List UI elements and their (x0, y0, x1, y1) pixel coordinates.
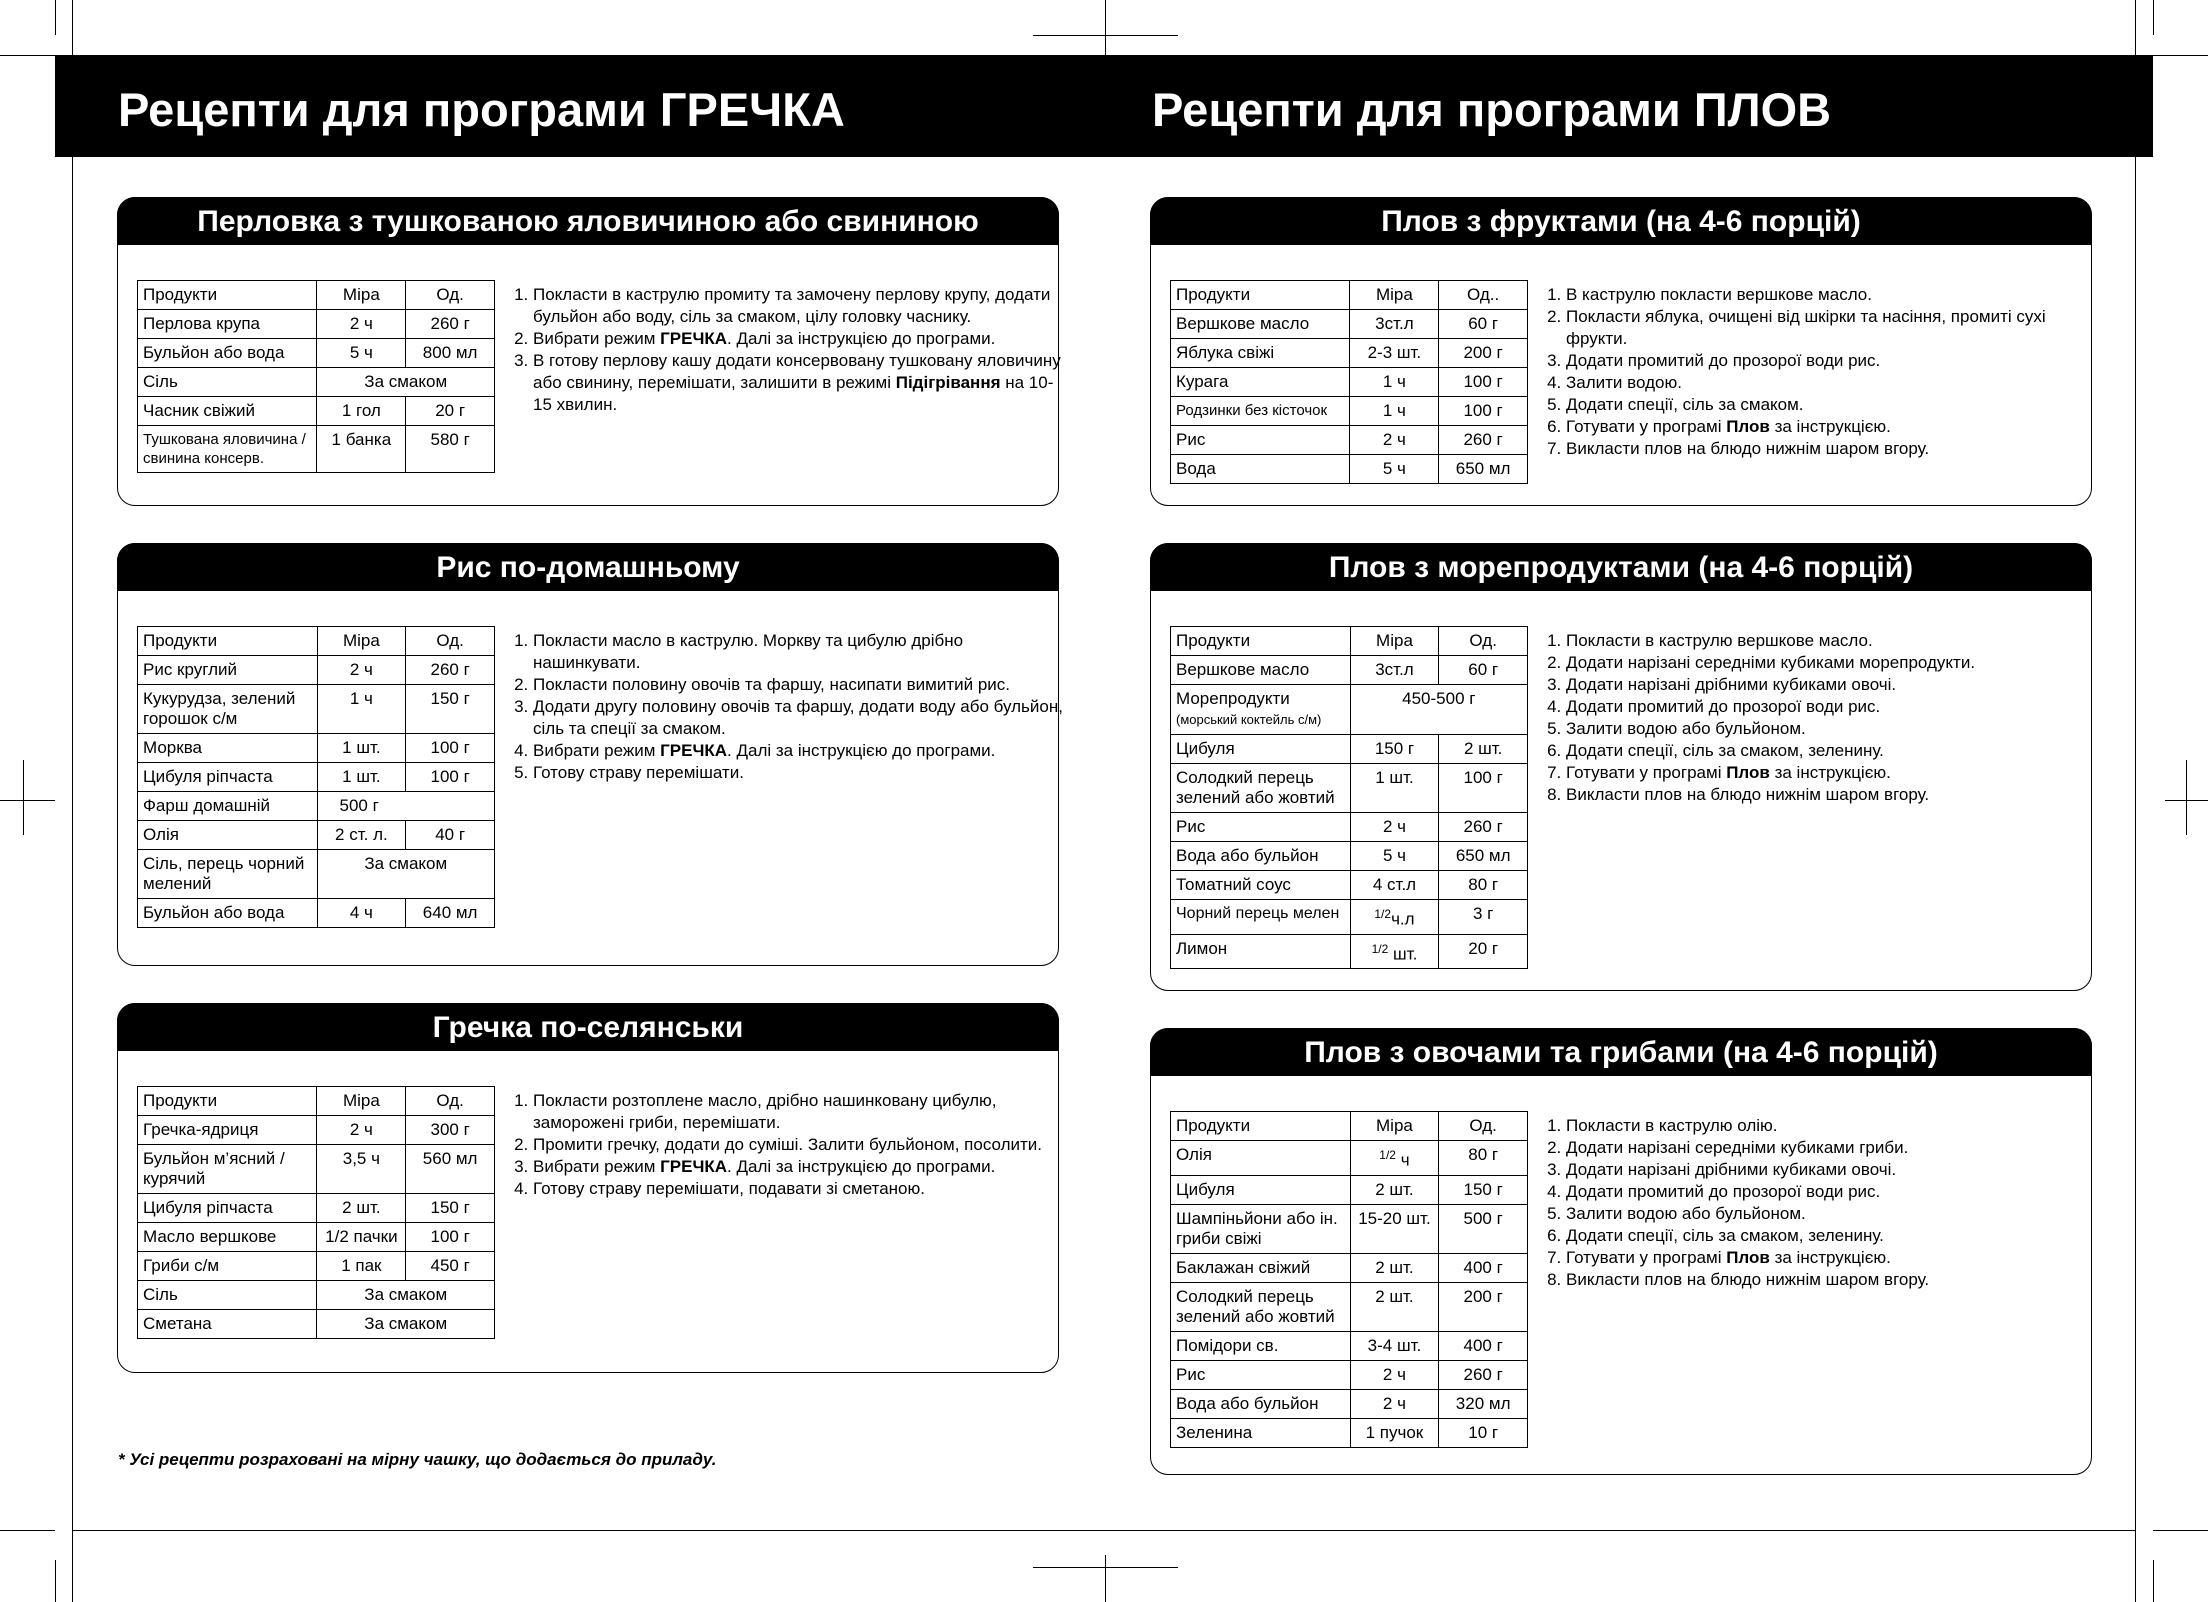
table-row (138, 1223, 495, 1252)
ingredient-name: Тушкована яловичина / свинина консерв. (138, 426, 317, 473)
table-row (138, 397, 495, 426)
ingredient-measure: 450-500 г (1350, 685, 1527, 735)
ingredient-measure: За смаком (317, 368, 495, 397)
ingredient-name: Шампіньйони або ін. гриби свіжі (1171, 1204, 1351, 1253)
step: 2. Промити гречку, додати до суміші. Залити бульйоном, посолити. (533, 1134, 1063, 1156)
recipe-title: Плов з морепродуктами (на 4-6 порцій) (1150, 543, 2092, 591)
ingredient-measure: За смаком (317, 850, 495, 899)
steps-list (1546, 630, 2096, 806)
table-row (1171, 764, 1528, 813)
ingredient-name: Баклажан свіжий (1171, 1253, 1351, 1282)
ingredient-name: Цибуля (1171, 1175, 1351, 1204)
ingredient-name: Яблука свіжі (1171, 339, 1350, 368)
table-row (1171, 1204, 1528, 1253)
recipe-title: Перловка з тушкованою яловичиною або свининою (117, 197, 1059, 245)
ingredient-unit: 640 мл (406, 899, 495, 928)
ingredient-measure: 2 шт. (1350, 1175, 1439, 1204)
recipe-card-plov-fruit (1150, 197, 2092, 506)
steps-list (1546, 1115, 2096, 1291)
ingredient-measure: За смаком (317, 1281, 495, 1310)
right-page-title: Рецепти для програми ПЛОВ (1152, 83, 1832, 136)
recipe-card-plov-seafood (1150, 543, 2092, 991)
ingredient-name: Родзинки без кісточок (1171, 397, 1350, 426)
ingredient-unit: 20 г (406, 397, 495, 426)
crop-mark (1105, 1555, 1106, 1602)
ingredient-measure: 2 ч (317, 656, 406, 685)
col-header: Продукти (1171, 627, 1351, 656)
ingredient-unit: 260 г (1439, 426, 1528, 455)
step: 5. Залити водою або бульйоном. (1566, 718, 2096, 740)
ingredient-unit: 650 мл (1439, 842, 1528, 871)
crop-mark (72, 0, 73, 55)
ingredient-measure: 150 г (1350, 735, 1439, 764)
ingredient-unit: 3 г (1439, 900, 1528, 935)
recipe-card-rys (117, 543, 1063, 966)
recipe-card-grechka (117, 1003, 1059, 1373)
ingredient-unit: 400 г (1439, 1331, 1528, 1360)
crop-mark (2153, 1560, 2154, 1602)
ingredient-measure: 1 пучок (1350, 1418, 1439, 1447)
crop-mark (0, 55, 55, 56)
step: 2. Покласти яблука, очищені від шкірки та насіння, промиті сухі фрукти. (1566, 306, 2096, 350)
crop-mark (0, 1530, 55, 1531)
step: 7. Викласти плов на блюдо нижнім шаром вгору. (1566, 438, 2096, 460)
ingredient-name: Кукурудза, зелений горошок с/м (138, 685, 318, 734)
step: 3. Вибрати режим ГРЕЧКА. Далі за інструкцією до програми. (533, 1156, 1063, 1178)
step: 4. Додати промитий до прозорої води рис. (1566, 1181, 2096, 1203)
ingredient-unit: 150 г (406, 685, 495, 734)
table-row (138, 656, 495, 685)
ingredient-measure: 2-3 шт. (1350, 339, 1439, 368)
step: 3. Додати нарізані дрібними кубиками овочі. (1566, 674, 2096, 696)
steps-list (1546, 284, 2096, 460)
crop-mark (2186, 760, 2187, 835)
ingredient-measure: 500 г (317, 792, 495, 821)
ingredient-name: Олія (138, 821, 318, 850)
step: 1. В каструлю покласти вершкове масло. (1566, 284, 2096, 306)
table-row (1171, 1418, 1528, 1447)
ingredient-name: Солодкий перець зелений або жовтий (1171, 1282, 1351, 1331)
ingredient-unit: 260 г (1439, 1360, 1528, 1389)
col-header: Продукти (1171, 1112, 1351, 1141)
ingredient-name: Вершкове масло (1171, 656, 1351, 685)
step: 8. Викласти плов на блюдо нижнім шаром вгору. (1566, 1269, 2096, 1291)
ingredient-name: Бульйон або вода (138, 339, 317, 368)
ingredient-name: Сметана (138, 1310, 317, 1339)
crop-mark (72, 1530, 73, 1602)
table-row (1171, 310, 1528, 339)
ingredient-measure: $^{1/2}$ шт. (1350, 934, 1439, 969)
ingredient-measure: 1 ч (317, 685, 406, 734)
ingredient-name: Морква (138, 734, 318, 763)
ingredient-measure: 1 шт. (317, 734, 406, 763)
ingredient-measure: 2 ч (1350, 426, 1439, 455)
ingredient-measure: 2 ст. л. (317, 821, 406, 850)
table-row (1171, 735, 1528, 764)
step: 4. Залити водою. (1566, 372, 2096, 394)
ingredient-unit: 40 г (406, 821, 495, 850)
table-row (138, 734, 495, 763)
step: 4. Готову страву перемішати, подавати зі сметаною. (533, 1178, 1063, 1200)
table-row (1171, 813, 1528, 842)
ingredient-name: Гречка-ядриця (138, 1116, 317, 1145)
col-header: Міра (317, 1087, 406, 1116)
col-header: Продукти (138, 281, 317, 310)
col-header: Міра (317, 627, 406, 656)
col-header: Од.. (1439, 281, 1528, 310)
steps-list (513, 1090, 1063, 1200)
ingredient-measure: 2 ч (1350, 1360, 1439, 1389)
ingredient-unit: 260 г (406, 310, 495, 339)
col-header: Продукти (138, 1087, 317, 1116)
ingredient-unit: 400 г (1439, 1253, 1528, 1282)
ingredient-unit: 20 г (1439, 934, 1528, 969)
ingredient-measure: 5 ч (317, 339, 406, 368)
ingredient-name: Цибуля ріпчаста (138, 763, 318, 792)
ingredient-name: Олія (1171, 1141, 1351, 1176)
table-row (138, 1194, 495, 1223)
ingredient-measure: 2 шт. (317, 1194, 406, 1223)
ingredient-unit: 500 г (1439, 1204, 1528, 1253)
table-row (1171, 685, 1528, 735)
table-header-row (138, 1087, 495, 1116)
ingredient-unit: 100 г (1439, 764, 1528, 813)
table-row (138, 899, 495, 928)
page-trim-line (2135, 157, 2136, 1530)
step: 8. Викласти плов на блюдо нижнім шаром вгору. (1566, 784, 2096, 806)
table-row (1171, 1360, 1528, 1389)
table-row (1171, 397, 1528, 426)
ingredient-unit: 60 г (1439, 656, 1528, 685)
ingredient-measure: $^{1/2}$ ч (1350, 1141, 1439, 1176)
ingredient-measure: 5 ч (1350, 842, 1439, 871)
crop-mark (1033, 1567, 1178, 1568)
step: 5. Додати спеції, сіль за смаком. (1566, 394, 2096, 416)
ingredient-name: Морепродукти (морський коктейль с/м) (1171, 685, 1351, 735)
crop-mark (23, 760, 24, 835)
recipe-title: Рис по-домашньому (117, 543, 1059, 591)
ingredient-unit: 650 мл (1439, 455, 1528, 484)
recipe-title: Плов з овочами та грибами (на 4-6 порцій) (1150, 1028, 2092, 1076)
ingredient-name: Масло вершкове (138, 1223, 317, 1252)
table-row (138, 763, 495, 792)
table-row (138, 368, 495, 397)
col-header: Продукти (1171, 281, 1350, 310)
ingredients-table (1170, 280, 1528, 484)
ingredient-measure: 3-4 шт. (1350, 1331, 1439, 1360)
table-row (138, 1252, 495, 1281)
col-header: Міра (317, 281, 406, 310)
ingredients-table (137, 280, 495, 473)
recipe-title: Плов з фруктами (на 4-6 порцій) (1150, 197, 2092, 245)
table-row (138, 792, 495, 821)
ingredient-unit: 100 г (1439, 397, 1528, 426)
col-header: Од. (406, 281, 495, 310)
table-row (1171, 900, 1528, 935)
table-row (1171, 934, 1528, 969)
ingredient-unit: 560 мл (406, 1145, 495, 1194)
crop-mark (55, 1560, 56, 1602)
ingredient-name: Часник свіжий (138, 397, 317, 426)
step: 2. Покласти половину овочів та фаршу, насипати вимитий рис. (533, 674, 1063, 696)
ingredient-measure: 1 шт. (1350, 764, 1439, 813)
ingredient-unit: 150 г (406, 1194, 495, 1223)
table-row (1171, 1253, 1528, 1282)
ingredient-unit: 300 г (406, 1116, 495, 1145)
ingredient-unit: 80 г (1439, 1141, 1528, 1176)
ingredient-name: Сіль (138, 368, 317, 397)
ingredient-name: Фарш домашній (138, 792, 318, 821)
ingredient-unit: 260 г (1439, 813, 1528, 842)
col-header: Міра (1350, 1112, 1439, 1141)
ingredient-name: Курага (1171, 368, 1350, 397)
col-header: Продукти (138, 627, 318, 656)
ingredient-name: Чорний перець мелен (1171, 900, 1351, 935)
ingredient-name: Зеленина (1171, 1418, 1351, 1447)
crop-mark (2153, 0, 2154, 35)
ingredient-measure: 5 ч (1350, 455, 1439, 484)
page-trim-line (72, 1530, 2136, 1531)
crop-mark (2135, 1530, 2136, 1602)
table-row (138, 1281, 495, 1310)
table-row (138, 339, 495, 368)
table-header-row (1171, 1112, 1528, 1141)
ingredient-unit: 80 г (1439, 871, 1528, 900)
table-row (1171, 339, 1528, 368)
ingredient-name: Томатний соус (1171, 871, 1351, 900)
table-row (138, 426, 495, 473)
step: 1. Покласти в каструлю олію. (1566, 1115, 2096, 1137)
step: 3. В готову перлову кашу додати консервовану тушковану яловичину або свинину, перемішати, залишити в режимі Підігрівання на 10-15 хвилин. (533, 350, 1063, 416)
crop-mark (2153, 1530, 2208, 1531)
table-header-row (138, 627, 495, 656)
step: 6. Готувати у програмі Плов за інструкцією. (1566, 416, 2096, 438)
table-row (1171, 842, 1528, 871)
step: 1. Покласти в каструлю промиту та замочену перлову крупу, додати бульйон або воду, сіль за смаком, цілу головку часнику. (533, 284, 1063, 328)
ingredient-name: Рис (1171, 426, 1350, 455)
steps-list (513, 630, 1063, 784)
ingredient-unit: 800 мл (406, 339, 495, 368)
ingredient-measure: $^{1/2}$ч.л (1350, 900, 1439, 935)
ingredient-name: Рис круглий (138, 656, 318, 685)
table-header-row (138, 281, 495, 310)
step: 6. Додати спеції, сіль за смаком, зеленину. (1566, 1225, 2096, 1247)
ingredient-measure: 4 ч (317, 899, 406, 928)
ingredient-measure: 1 ч (1350, 397, 1439, 426)
ingredients-table (137, 1086, 495, 1339)
col-header: Од. (1439, 1112, 1528, 1141)
footnote: * Усі рецепти розраховані на мірну чашку, що додається до приладу. (118, 1450, 717, 1469)
recipe-card-plov-veg (1150, 1028, 2092, 1475)
table-row (138, 685, 495, 734)
table-row (138, 1310, 495, 1339)
table-row (138, 1116, 495, 1145)
table-row (138, 850, 495, 899)
left-page-title: Рецепти для програми ГРЕЧКА (118, 83, 845, 136)
ingredient-measure: 3ст.л (1350, 656, 1439, 685)
ingredient-unit: 580 г (406, 426, 495, 473)
ingredient-name: Перлова крупа (138, 310, 317, 339)
table-header-row (1171, 281, 1528, 310)
step: 7. Готувати у програмі Плов за інструкцією. (1566, 762, 2096, 784)
step: 2. Додати нарізані середніми кубиками гриби. (1566, 1137, 2096, 1159)
ingredient-name: Цибуля (1171, 735, 1351, 764)
recipe-card-perlovka (117, 197, 1059, 506)
col-header: Од. (1439, 627, 1528, 656)
ingredient-measure: 3ст.л (1350, 310, 1439, 339)
crop-mark (1033, 35, 1178, 36)
table-row (1171, 871, 1528, 900)
ingredient-name: Солодкий перець зелений або жовтий (1171, 764, 1351, 813)
ingredient-name: Вода (1171, 455, 1350, 484)
table-row (1171, 426, 1528, 455)
ingredient-name: Помідори св. (1171, 1331, 1351, 1360)
step: 2. Додати нарізані середніми кубиками морепродукти. (1566, 652, 2096, 674)
recipe-title: Гречка по-селянськи (117, 1003, 1059, 1051)
ingredient-name: Вода або бульйон (1171, 1389, 1351, 1418)
ingredient-measure: 15-20 шт. (1350, 1204, 1439, 1253)
ingredient-unit: 200 г (1439, 1282, 1528, 1331)
crop-mark (55, 0, 56, 35)
step: 1. Покласти розтоплене масло, дрібно нашинковану цибулю, заморожені гриби, перемішати. (533, 1090, 1063, 1134)
table-row (1171, 1175, 1528, 1204)
crop-mark (1105, 0, 1106, 55)
table-row (138, 821, 495, 850)
ingredients-table (137, 626, 495, 928)
ingredient-name: Вода або бульйон (1171, 842, 1351, 871)
table-row (1171, 368, 1528, 397)
table-row (1171, 1331, 1528, 1360)
ingredient-unit: 60 г (1439, 310, 1528, 339)
ingredient-name: Сіль, перець чорний мелений (138, 850, 318, 899)
ingredient-measure: 1 ч (1350, 368, 1439, 397)
ingredient-name: Бульйон або вода (138, 899, 318, 928)
ingredient-name: Сіль (138, 1281, 317, 1310)
ingredient-name: Рис (1171, 1360, 1351, 1389)
ingredient-measure: 2 ч (317, 310, 406, 339)
step: 1. Покласти в каструлю вершкове масло. (1566, 630, 2096, 652)
table-row (138, 1145, 495, 1194)
ingredient-unit: 150 г (1439, 1175, 1528, 1204)
step: 4. Додати промитий до прозорої води рис. (1566, 696, 2096, 718)
crop-mark (0, 800, 55, 801)
col-header: Од. (406, 1087, 495, 1116)
ingredient-measure: За смаком (317, 1310, 495, 1339)
step: 5. Залити водою або бульйоном. (1566, 1203, 2096, 1225)
table-row (1171, 1389, 1528, 1418)
ingredient-measure: 2 ч (317, 1116, 406, 1145)
table-row (1171, 656, 1528, 685)
step: 4. Вибрати режим ГРЕЧКА. Далі за інструкцією до програми. (533, 740, 1063, 762)
ingredient-unit: 260 г (406, 656, 495, 685)
ingredient-name: Рис (1171, 813, 1351, 842)
ingredient-measure: 1 пак (317, 1252, 406, 1281)
page-trim-line (72, 157, 73, 1530)
step: 1. Покласти масло в каструлю. Моркву та цибулю дрібно нашинкувати. (533, 630, 1063, 674)
steps-list (513, 284, 1063, 416)
ingredient-unit: 100 г (406, 763, 495, 792)
ingredient-unit: 320 мл (1439, 1389, 1528, 1418)
ingredient-unit: 10 г (1439, 1418, 1528, 1447)
step: 3. Додати промитий до прозорої води рис. (1566, 350, 2096, 372)
step: 6. Додати спеції, сіль за смаком, зеленину. (1566, 740, 2096, 762)
crop-mark (2135, 0, 2136, 55)
ingredient-name: Гриби с/м (138, 1252, 317, 1281)
ingredient-unit: 100 г (406, 1223, 495, 1252)
ingredient-name: Лимон (1171, 934, 1351, 969)
ingredient-measure: 4 ст.л (1350, 871, 1439, 900)
ingredient-measure: 1 шт. (317, 763, 406, 792)
table-row (1171, 1282, 1528, 1331)
ingredient-unit: 450 г (406, 1252, 495, 1281)
table-row (138, 310, 495, 339)
ingredient-unit: 100 г (406, 734, 495, 763)
ingredient-name: Цибуля ріпчаста (138, 1194, 317, 1223)
col-header: Од. (406, 627, 495, 656)
ingredient-name: Вершкове масло (1171, 310, 1350, 339)
ingredient-measure: 1/2 пачки (317, 1223, 406, 1252)
col-header: Міра (1350, 281, 1439, 310)
ingredient-name: Бульйон м’ясний / курячий (138, 1145, 317, 1194)
step: 5. Готову страву перемішати. (533, 762, 1063, 784)
step: 7. Готувати у програмі Плов за інструкцією. (1566, 1247, 2096, 1269)
col-header: Міра (1350, 627, 1439, 656)
ingredient-measure: 1 банка (317, 426, 406, 473)
step: 2. Вибрати режим ГРЕЧКА. Далі за інструкцією до програми. (533, 328, 1063, 350)
ingredients-table (1170, 1111, 1528, 1448)
table-row (1171, 1141, 1528, 1176)
ingredient-measure: 2 ч (1350, 813, 1439, 842)
table-row (1171, 455, 1528, 484)
ingredient-unit: 100 г (1439, 368, 1528, 397)
crop-mark (2153, 55, 2208, 56)
step: 3. Додати другу половину овочів та фаршу, додати воду або бульйон, сіль та спеції за смаком. (533, 696, 1063, 740)
ingredients-table (1170, 626, 1528, 969)
table-header-row (1171, 627, 1528, 656)
ingredient-measure: 2 шт. (1350, 1282, 1439, 1331)
ingredient-unit: 200 г (1439, 339, 1528, 368)
ingredient-measure: 2 шт. (1350, 1253, 1439, 1282)
ingredient-unit: 2 шт. (1439, 735, 1528, 764)
ingredient-measure: 3,5 ч (317, 1145, 406, 1194)
ingredient-measure: 2 ч (1350, 1389, 1439, 1418)
step: 3. Додати нарізані дрібними кубиками овочі. (1566, 1159, 2096, 1181)
ingredient-measure: 1 гол (317, 397, 406, 426)
